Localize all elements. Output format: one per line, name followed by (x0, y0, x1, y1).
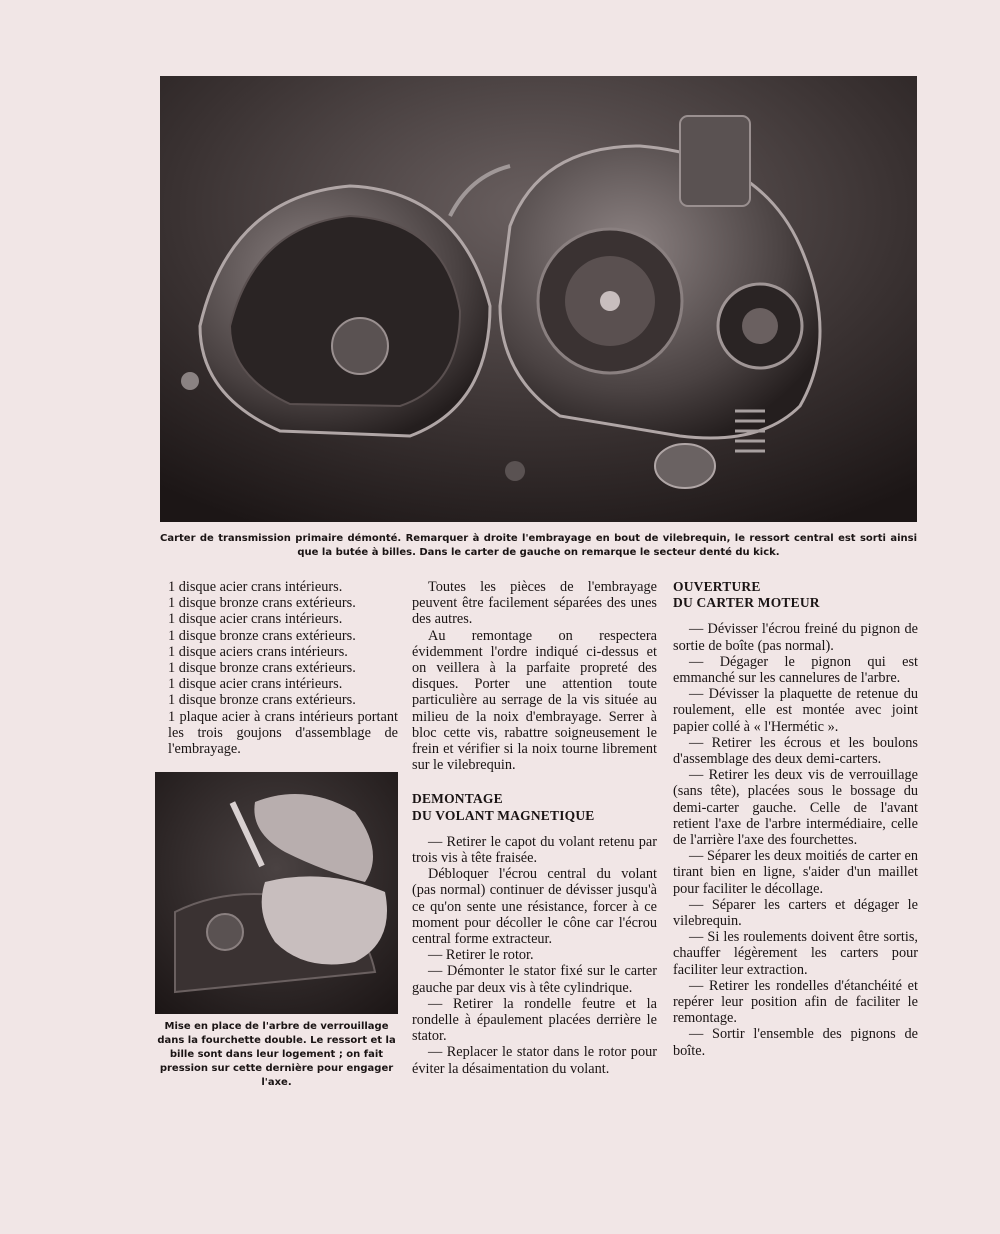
top-photo-caption (160, 532, 917, 560)
list-item: 1 disque aciers crans intérieurs. (168, 643, 348, 660)
section-heading: DEMONTAGE (412, 791, 503, 807)
column-2 (412, 579, 657, 1077)
paragraph: — Démonter le stator fixé sur le carter gauche par deux vis à tête cylindrique. (412, 963, 657, 996)
caption-line-1: Carter de transmission primaire démonté. Remarquer à droite l'embrayage en bout de vilebrequin, le ressort central est sorti ainsi (160, 533, 917, 544)
column-3 (673, 579, 918, 1059)
list-item: 1 plaque acier à crans intérieurs portant les trois goujons d'assemblage de l'embrayage. (168, 708, 398, 758)
list-item: 1 disque bronze crans extérieurs. (168, 692, 356, 709)
paragraph: Débloquer l'écrou central du volant (pas normal) continuer de dévisser jusqu'à ce qu'on sente une résistance, forcer à ce moment pour décoller le cône car l'écrou central forme extracteur. (412, 866, 657, 948)
paragraph: Au remontage on respectera évidemment l'ordre indiqué ci-dessus et on veillera à la parfaite propreté des disques. Porter une attention toute particulière au serrage de la vis située au milieu de la noix d'embrayage. Serrer à bloc cette vis, rabattre soigneusement le frein et vérifier si la noix tourne librement sur le vilebrequin. (412, 627, 657, 774)
column-1 (168, 579, 398, 757)
crankcase-photo (160, 76, 917, 522)
paragraph: — Dévisser l'écrou freiné du pignon de sortie de boîte (pas normal). (673, 621, 918, 654)
paragraph: — Retirer les rondelles d'étanchéité et repérer leur position afin de faciliter le remontage. (673, 977, 918, 1027)
crankcase-illustration (160, 76, 917, 522)
paragraph: — Séparer les carters et dégager le vilebrequin. (673, 896, 918, 930)
list-item: 1 disque bronze crans extérieurs. (168, 595, 356, 612)
paragraph: — Retirer les deux vis de verrouillage (sans tête), placées sous le bossage du demi-carter gauche. Celle de l'avant retient l'axe de l'arbre intermédiaire, celle de l'arrière l'axe des fourchettes. (673, 767, 918, 849)
paragraph: — Sortir l'ensemble des pignons de boîte. (673, 1026, 918, 1059)
caption-line-2: que la butée à billes. Dans le carter de gauche on remarque le secteur denté du kick. (297, 547, 780, 558)
paragraph: — Retirer la rondelle feutre et la rondelle à épaulement placées derrière le stator. (412, 995, 657, 1045)
paragraph: — Si les roulements doivent être sortis, chauffer légèrement les carters pour faciliter leur extraction. (673, 929, 918, 978)
hands-illustration (155, 772, 398, 1014)
section-heading: DU CARTER MOTEUR (673, 595, 820, 611)
section-heading: DU VOLANT MAGNETIQUE (412, 807, 595, 823)
paragraph: — Dégager le pignon qui est emmanché sur les cannelures de l'arbre. (673, 653, 918, 687)
paragraph: — Retirer le rotor. (428, 947, 534, 964)
paragraph: — Replacer le stator dans le rotor pour éviter la désaimentation du volant. (412, 1044, 657, 1077)
bottom-photo-caption: Mise en place de l'arbre de verrouillage dans la fourchette double. Le ressort et la bille sont dans leur logement ; on fait pression sur cette dernière pour engager l'axe. (157, 1021, 396, 1088)
hands-assembly-photo (155, 772, 398, 1014)
section-heading: OUVERTURE (673, 579, 761, 594)
list-item: 1 disque acier crans intérieurs. (168, 611, 343, 628)
paragraph: Toutes les pièces de l'embrayage peuvent être facilement séparées des unes des autres. (412, 579, 657, 628)
paragraph: — Retirer le capot du volant retenu par trois vis à tête fraisée. (412, 833, 657, 867)
list-item: 1 disque bronze crans extérieurs. (168, 660, 356, 677)
list-item: 1 disque bronze crans extérieurs. (168, 627, 356, 644)
paragraph: — Dévisser la plaquette de retenue du roulement, elle est montée avec joint papier collé à « l'Hermétic ». (673, 686, 918, 735)
paragraph: — Retirer les écrous et les boulons d'assemblage des deux demi-carters. (673, 734, 918, 768)
list-item: 1 disque acier crans intérieurs. (168, 676, 343, 693)
paragraph: — Séparer les deux moitiés de carter en tirant bien en ligne, s'aider d'un maillet pour faciliter le décollage. (673, 848, 918, 897)
list-item: 1 disque acier crans intérieurs. (168, 579, 343, 595)
